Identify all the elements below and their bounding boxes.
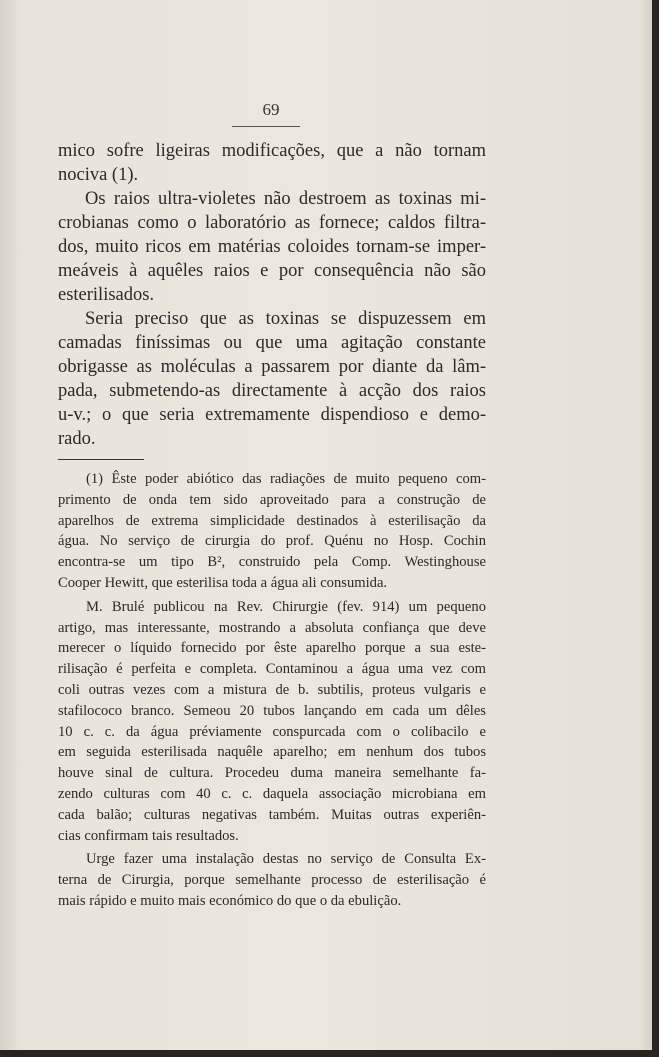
text-line: mico sofre ligeiras modificações, que a não tornam [58, 141, 486, 161]
footnote-line: mais rápido e muito mais económico do que o da ebulição. [58, 892, 402, 909]
footnote-line: artigo, mas interessante, mostrando a absoluta confiança que deve [58, 619, 486, 636]
footnote-line: 10 c. c. da água préviamente conspurcada com o colibacilo e [58, 723, 486, 740]
text-line: Seria preciso que as toxinas se dispuzessem em [85, 309, 486, 329]
footnote-line: Cooper Hewitt, que esterilisa toda a água ali consumida. [58, 574, 388, 591]
text-line: dos, muito ricos em matérias coloides tornam-se imper- [58, 237, 486, 257]
footnote-line: terna de Cirurgia, porque semelhante processo de esterilisação é [58, 872, 486, 889]
footnote-line: rilisação é perfeita e completa. Contaminou a água uma vez com [58, 661, 486, 678]
footnote [58, 469, 486, 912]
footnote-line: (1) Êste poder abiótico das radiações de muito pequeno com- [86, 471, 486, 487]
text-line: camadas finíssimas ou que uma agitação constante [58, 333, 486, 353]
main-text [58, 139, 486, 451]
text-line: pada, submetendo-as directamente à acção dos raios [58, 381, 486, 401]
footnote-line: primento de onda tem sido aproveitado para a construção de [58, 491, 486, 508]
text-line: u-v.; o que seria extremamente dispendioso e demo- [58, 405, 486, 425]
footnote-line: stafilococo branco. Semeou 20 tubos lançando em cada um dêles [58, 702, 486, 719]
text-line: esterilisados. [58, 285, 155, 305]
footnote-line: água. No serviço de cirurgia do prof. Quénu no Hosp. Cochin [58, 533, 486, 550]
text-line: rado. [58, 429, 96, 449]
footnote-line: em seguida esterilisada naquêle aparelho; em nenhum dos tubos [58, 744, 486, 761]
footnote-line: encontra-se um tipo B², construido pela Comp. Westinghouse [58, 554, 486, 571]
footnote-line: cias confirmam tais resultados. [58, 827, 239, 844]
footnote-rule [58, 459, 144, 460]
page-number: 69 [262, 100, 280, 119]
footnote-line: coli outras vezes com a mistura de b. subtilis, proteus vulgaris e [58, 681, 486, 698]
text-line: nociva (1). [58, 165, 139, 185]
footnote-line: cada balão; culturas negativas também. Muitas outras experiên- [58, 806, 486, 823]
page-number-rule [232, 126, 300, 127]
text-line: obrigasse as moléculas a passarem por diante da lâm- [58, 357, 486, 377]
footnote-line: M. Brulé publicou na Rev. Chirurgie (fev. 914) um pequeno [86, 598, 486, 615]
text-line: Os raios ultra-violetes não destroem as toxinas mi- [85, 189, 486, 209]
text-line: meáveis à aquêles raios e por consequência não são [58, 261, 486, 281]
footnote-line: houve sinal de cultura. Procedeu duma maneira semelhante fa- [58, 765, 486, 782]
footnote-line: aparelhos de extrema simplicidade destinados à esterilisação da [58, 512, 486, 529]
text-line: crobianas como o laboratório as fornece; caldos filtra- [58, 213, 486, 233]
footnote-line: zendo culturas com 40 c. c. daquela associação microbiana em [58, 785, 486, 802]
footnote-line: Urge fazer uma instalação destas no serviço de Consulta Ex- [86, 851, 486, 868]
footnote-line: merecer o líquido fornecido por êste aparelho porque a sua este- [58, 640, 486, 657]
